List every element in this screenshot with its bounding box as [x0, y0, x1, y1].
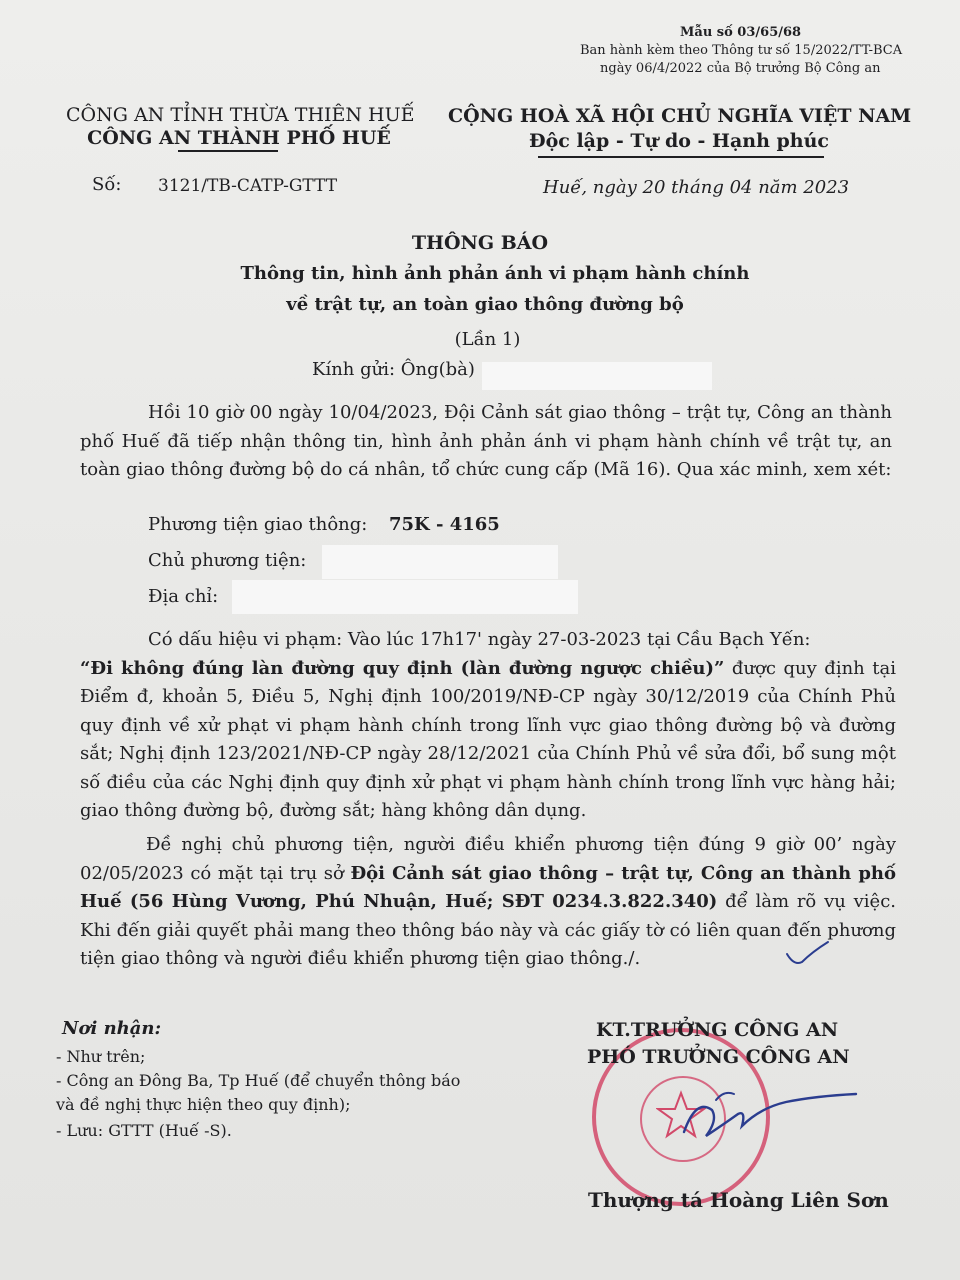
recipient-item: - Lưu: GTTT (Huế -S). [56, 1121, 232, 1140]
addressee-redaction [482, 362, 712, 390]
paragraph-receipt: Hồi 10 giờ 00 ngày 10/04/2023, Đội Cảnh sát giao thông – trật tự, Công an thành phố Huế đã tiếp nhận thông tin, hình ảnh phản ánh vi phạm hành chính về trật tự, an toàn giao thông đường bộ do cá nhân, tổ chức cung cấp (Mã 16). Qua xác minh, xem xét: [80, 402, 892, 480]
nation-name: CỘNG HOÀ XÃ HỘI CHỦ NGHĨA VIỆT NAM [448, 105, 912, 127]
motto-underline [538, 156, 824, 158]
recipient-item: và đề nghị thực hiện theo quy định); [56, 1095, 351, 1114]
request-instructions: để làm rõ vụ việc. Khi đến giải quyết phải mang theo thông báo này và các giấy tờ có liên quan đến phương tiện giao thông và người điều khiển phương tiện giao thông./. [80, 891, 896, 969]
request-time: Đề nghị chủ phương tiện, người điều khiển phương tiện đúng 9 giờ 00’ ngày 02/05/2023 có mặt tại trụ sở [80, 834, 896, 884]
signer-name: Thượng tá Hoàng Liên Sơn [588, 1188, 889, 1212]
national-motto: Độc lập - Tự do - Hạnh phúc [528, 130, 830, 152]
agency-name: CÔNG AN THÀNH PHỐ HUẾ [87, 127, 391, 149]
address-redaction [232, 580, 578, 614]
doc-number: 3121/TB-CATP-GTTT [158, 176, 338, 196]
notice-subtitle-1: Thông tin, hình ảnh phản ánh vi phạm hành chính [240, 263, 750, 284]
vehicle-label: Phương tiện giao thông: [148, 514, 368, 535]
paragraph-request [80, 831, 896, 974]
addressee-label: Kính gửi: Ông(bà) [312, 359, 475, 380]
notice-subtitle-2: về trật tự, an toàn giao thông đường bộ [286, 294, 684, 315]
violation-intro: Có dấu hiệu vi phạm: Vào lúc 17h17' ngày 27-03-2023 tại Cầu Bạch Yến: [148, 629, 811, 650]
request-location: Đội Cảnh sát giao thông – trật tự, Công an thành phố Huế (56 Hùng Vương, Phú Nhuận, Huế; SĐT 0234.3.822.340) [80, 862, 896, 912]
doc-number-label: Số: [92, 174, 122, 195]
recipient-item: - Công an Đông Ba, Tp Huế (để chuyển thông báo [56, 1071, 461, 1090]
address-label: Địa chỉ: [148, 586, 219, 607]
violation-description: “Đi không đúng làn đường quy định (làn đường ngược chiều)” [80, 657, 725, 679]
form-number: Mẫu số 03/65/68 [680, 25, 802, 40]
notice-round: (Lần 1) [454, 329, 521, 350]
handwritten-signature [676, 1080, 876, 1160]
recipients-title: Nơi nhận: [62, 1018, 162, 1039]
notice-title: THÔNG BÁO [411, 232, 549, 254]
check-mark-icon [784, 938, 832, 968]
recipient-item: - Như trên; [56, 1047, 146, 1066]
paragraph-violation [80, 626, 896, 826]
issued-by-line-2: ngày 06/4/2022 của Bộ trưởng Bộ Công an [600, 61, 881, 76]
agency-parent: CÔNG AN TỈNH THỪA THIÊN HUẾ [66, 104, 415, 126]
signature-title-1: KT.TRƯỞNG CÔNG AN [596, 1019, 839, 1041]
signature-title-2: PHÓ TRƯỞNG CÔNG AN [587, 1046, 850, 1068]
owner-label: Chủ phương tiện: [148, 550, 307, 571]
vehicle-plate: 75K - 4165 [389, 514, 500, 535]
issued-by-line-1: Ban hành kèm theo Thông tư số 15/2022/TT-BCA [580, 43, 903, 58]
place-date: Huế, ngày 20 tháng 04 năm 2023 [543, 177, 850, 198]
agency-underline [178, 150, 278, 152]
owner-redaction [322, 545, 558, 579]
violation-legal-basis: được quy định tại Điểm đ, khoản 5, Điều 5, Nghị định 100/2019/NĐ-CP ngày 30/12/2019 của Chính Phủ quy định về xử phạt vi phạm hành chính trong lĩnh vực giao thông đường bộ và đường sắt; Nghị định 123/2021/NĐ-CP ngày 28/12/2021 của Chính Phủ về sửa đổi, bổ sung một số điều của các Nghị định quy định xử phạt vi phạm hành chính trong lĩnh vực hàng hải; giao thông đường bộ, đường sắt; hàng không dân dụng. [80, 657, 897, 821]
